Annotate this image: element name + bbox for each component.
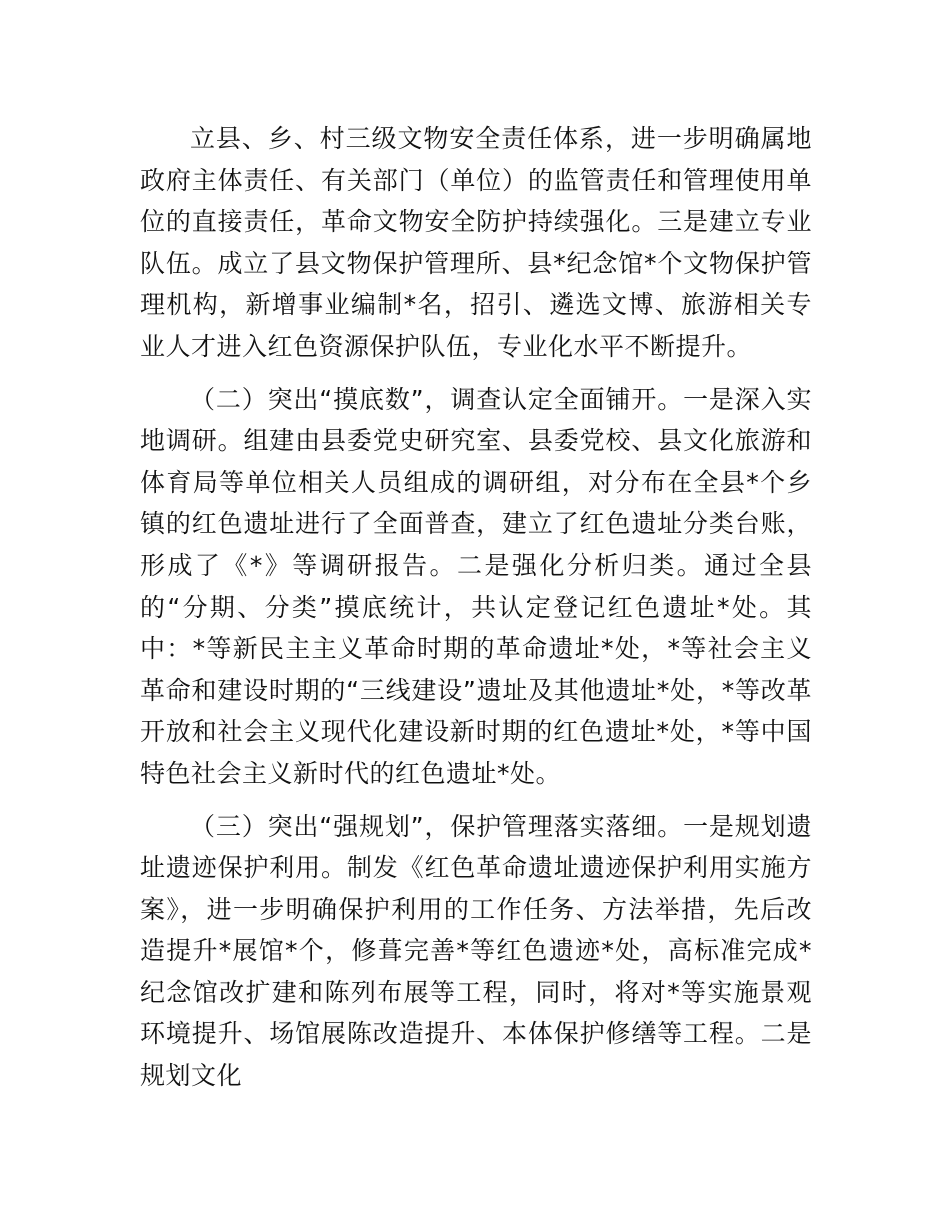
document-page [140,118,812,1097]
paragraph-section-three: （三）突出“强规划”，保护管理落实落细。一是规划遗址遗迹保护利用。制发《红色革命遗址遗迹保护利用实施方案》，进一步明确保护利用的工作任务、方法举措，先后改造提升*展馆*个，修葺完善*等红色遗迹*处，高标准完成*纪念馆改扩建和陈列布展等工程，同时，将对*等实施景观环境提升、场馆展陈改造提升、本体保护修缮等工程。二是规划文化 [140,811,812,1091]
paragraph-continuation: 立县、乡、村三级文物安全责任体系，进一步明确属地政府主体责任、有关部门（单位）的监管责任和管理使用单位的直接责任，革命文物安全防护持续强化。三是建立专业队伍。成立了县文物保护管理所、县*纪念馆*个文物保护管理机构，新增事业编制*名，招引、遴选文博、旅游相关专业人才进入红色资源保护队伍，专业化水平不断提升。 [140,124,812,361]
paragraph-section-two: （二）突出“摸底数”，调查认定全面铺开。一是深入实地调研。组建由县委党史研究室、县委党校、县文化旅游和体育局等单位相关人员组成的调研组，对分布在全县*个乡镇的红色遗址进行了全面普查，建立了红色遗址分类台账，形成了《*》等调研报告。二是强化分析归类。通过全县的“分期、分类”摸底统计，共认定登记红色遗址*处。其中：*等新民主主义革命时期的革命遗址*处，*等社会主义革命和建设时期的“三线建设”遗址及其他遗址*处，*等改革开放和社会主义现代化建设新时期的红色遗址*处，*等中国特色社会主义新时代的红色遗址*处。 [140,384,812,788]
